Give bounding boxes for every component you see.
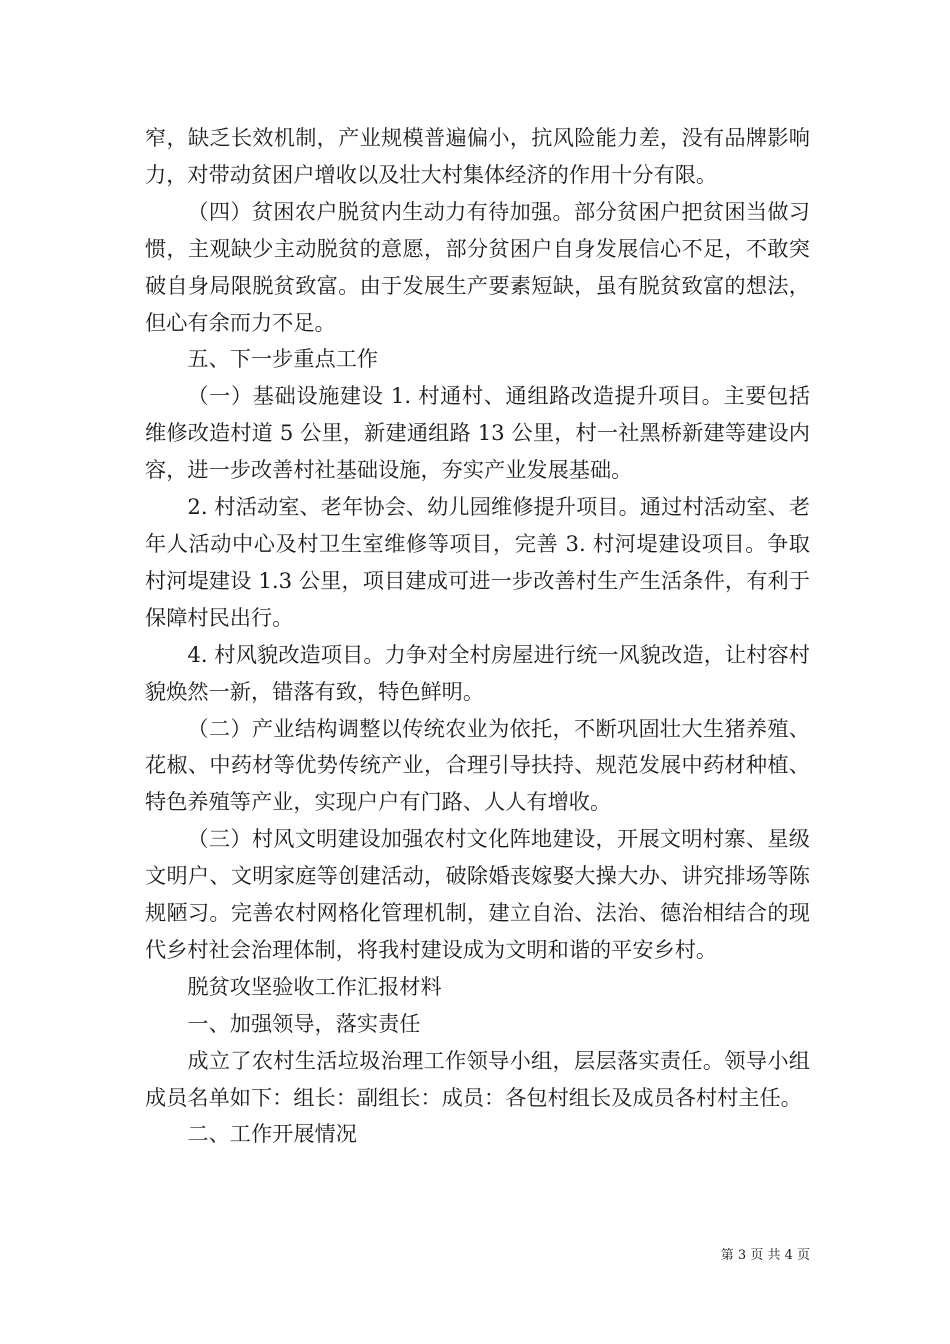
paragraph-civilization: （三）村风文明建设加强农村文化阵地建设，开展文明村寨、星级文明户、文明家庭等创建活动，破除婚丧嫁娶大操大办、讲究排场等陈规陋习。完善农村网格化管理机制，建立自治、法治、德治相结合的现代乡村社会治理体制，将我村建设成为文明和谐的平安乡村。 — [145, 826, 810, 962]
heading-leadership: 一、加强领导，落实责任 — [187, 1010, 421, 1036]
paragraph-leadership-group: 成立了农村生活垃圾治理工作领导小组，层层落实责任。领导小组成员名单如下：组长：副组长：成员：各包村组长及成员各村村主任。 — [145, 1047, 810, 1110]
heading-next-steps: 五、下一步重点工作 — [187, 346, 379, 372]
paragraph-village-style: 4. 村风貌改造项目。力争对全村房屋进行统一风貌改造，让村容村貌焕然一新，错落有致，特色鲜明。 — [145, 641, 810, 704]
paragraph-industry: （二）产业结构调整以传统农业为依托，不断巩固壮大生猪养殖、花椒、中药材等优势传统产业，合理引导扶持、规范发展中药材种植、特色养殖等产业，实现户户有门路、人人有增收。 — [145, 715, 810, 815]
document-body — [145, 120, 810, 1153]
paragraph-activity-room: 2. 村活动室、老年协会、幼儿园维修提升项目。通过村活动室、老年人活动中心及村卫生室维修等项目，完善 3. 村河堤建设项目。争取村河堤建设 1.3 公里，项目建成可进一步改善村生产生活条件，有利于保障村民出行。 — [145, 494, 810, 630]
page-number: 第 3 页 共 4 页 — [720, 1248, 810, 1263]
heading-report-title: 脱贫攻坚验收工作汇报材料 — [187, 973, 442, 999]
heading-work-progress: 二、工作开展情况 — [187, 1121, 357, 1147]
paragraph-continuation: 窄，缺乏长效机制，产业规模普遍偏小，抗风险能力差，没有品牌影响力，对带动贫困户增收以及壮大村集体经济的作用十分有限。 — [145, 125, 810, 187]
paragraph-section-four: （四）贫困农户脱贫内生动力有待加强。部分贫困户把贫困当做习惯，主观缺少主动脱贫的意愿，部分贫困户自身发展信心不足，不敢突破自身局限脱贫致富。由于发展生产要素短缺，虽有脱贫致富的想法，但心有余而力不足。 — [145, 198, 810, 335]
paragraph-infrastructure: （一）基础设施建设 1. 村通村、通组路改造提升项目。主要包括维修改造村道 5 公里，新建通组路 13 公里，村一社黑桥新建等建设内容，进一步改善村社基础设施，夯实产业发展基础。 — [145, 383, 810, 483]
